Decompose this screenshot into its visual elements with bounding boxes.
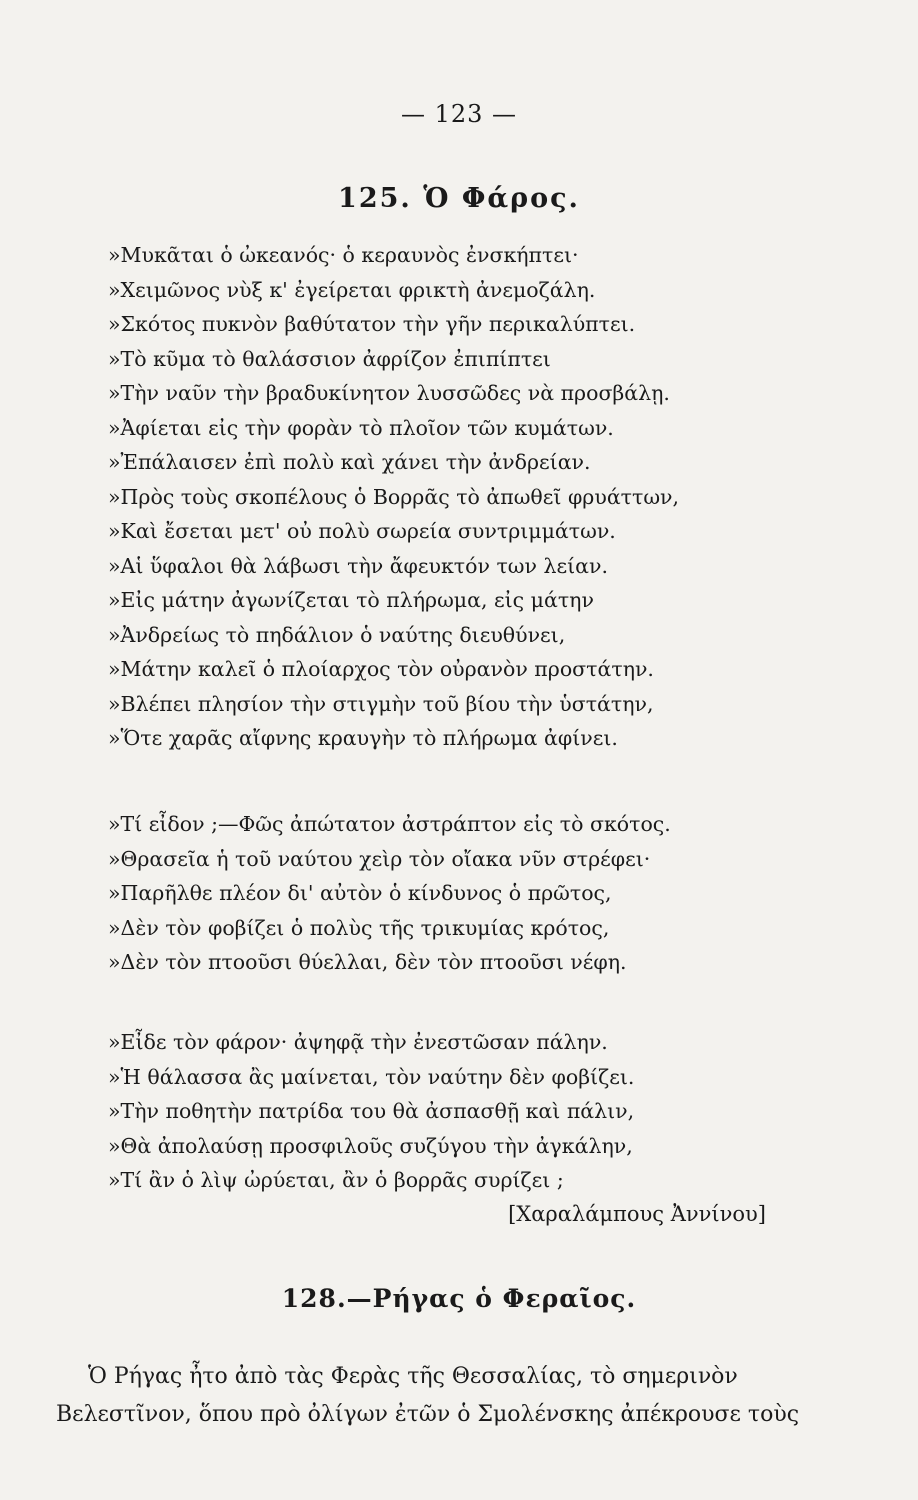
poem-line: »Μάτην καλεῖ ὁ πλοίαρχος τὸν οὐρανὸν προστάτην. bbox=[108, 657, 654, 681]
poem-stanza-3 bbox=[108, 1025, 828, 1198]
poem-line: »Εἶδε τὸν φάρον· ἀψηφᾷ τὴν ἐνεστῶσαν πάλην. bbox=[108, 1030, 608, 1054]
poem-line: »Παρῆλθε πλέον δι' αὐτὸν ὁ κίνδυνος ὁ πρῶτος, bbox=[108, 881, 612, 905]
poem-line: »Ἀνδρείως τὸ πηδάλιον ὁ ναύτης διευθύνει, bbox=[108, 622, 566, 647]
poem-line: »Σκότος πυκνὸν βαθύτατον τὴν γῆν περικαλύπτει. bbox=[108, 312, 636, 336]
poem-line: »Τί ἂν ὁ λὶψ ὠρύεται, ἂν ὁ βορρᾶς συρίζει ; bbox=[108, 1168, 564, 1192]
poem-line: »Τί εἶδον ;—Φῶς ἀπώτατον ἀστράπτον εἰς τὸ σκότος. bbox=[108, 812, 671, 836]
poem-line: »Καὶ ἔσεται μετ' οὐ πολὺ σωρεία συντριμμάτων. bbox=[108, 519, 616, 543]
prose-line: Βελεστῖνον, ὅπου πρὸ ὀλίγων ἐτῶν ὁ Σμολένσκης ἀπέκρουσε τοὺς bbox=[56, 1402, 800, 1427]
prose-line: Ὁ Ρήγας ἦτο ἀπὸ τὰς Φερὰς τῆς Θεσσαλίας, τὸ σημερινὸν bbox=[88, 1364, 738, 1389]
section-title: 128.—Ρήγας ὁ Φεραῖος. bbox=[281, 1284, 637, 1313]
poem-line: »Θρασεῖα ἡ τοῦ ναύτου χεὶρ τὸν οἴακα νῦν στρέφει· bbox=[108, 846, 651, 871]
poem-line: »Εἰς μάτην ἀγωνίζεται τὸ πλήρωμα, εἰς μάτην bbox=[108, 588, 594, 612]
poem-line: »Τὸ κῦμα τὸ θαλάσσιον ἀφρίζον ἐπιπίπτει bbox=[108, 346, 551, 371]
poem-line: »Αἱ ὕφαλοι θὰ λάβωσι τὴν ἄφευκτόν των λείαν. bbox=[108, 553, 608, 578]
poem-line: »Ὅτε χαρᾶς αἴφνης κραυγὴν τὸ πλήρωμα ἀφίνει. bbox=[108, 726, 618, 750]
poem-line: »Ἡ θάλασσα ἂς μαίνεται, τὸν ναύτην δὲν φοβίζει. bbox=[108, 1064, 635, 1089]
poem-title: 125. Ὁ Φάρος. bbox=[338, 183, 580, 214]
poem-line: »Τὴν ποθητὴν πατρίδα του θὰ ἀσπασθῇ καὶ πάλιν, bbox=[108, 1099, 635, 1123]
prose-paragraph bbox=[56, 1358, 826, 1434]
poem-stanza-2 bbox=[108, 807, 828, 980]
poem-line: »Δὲν τὸν φοβίζει ὁ πολὺς τῆς τρικυμίας κρότος, bbox=[108, 915, 610, 940]
poem-line: »Πρὸς τοὺς σκοπέλους ὁ Βορρᾶς τὸ ἀπωθεῖ φρυάττων, bbox=[108, 484, 680, 509]
page-number: — 123 — bbox=[400, 100, 518, 128]
poem-line: »Δὲν τὸν πτοοῦσι θύελλαι, δὲν τὸν πτοοῦσι νέφη. bbox=[108, 950, 627, 974]
poem-line: »Ἐπάλαισεν ἐπὶ πολὺ καὶ χάνει τὴν ἀνδρείαν. bbox=[108, 450, 591, 474]
poem-line: »Θὰ ἀπολαύσῃ προσφιλοῦς συζύγου τὴν ἀγκάλην, bbox=[108, 1133, 633, 1158]
poem-line: »Μυκᾶται ὁ ὠκεανός· ὁ κεραυνὸς ἐνσκήπτει· bbox=[108, 243, 579, 267]
poem-line: »Βλέπει πλησίον τὴν στιγμὴν τοῦ βίου τὴν ὑστάτην, bbox=[108, 691, 654, 716]
poem-line: »Ἀφίεται εἰς τὴν φορὰν τὸ πλοῖον τῶν κυμάτων. bbox=[108, 415, 614, 440]
poem-line: »Τὴν ναῦν τὴν βραδυκίνητον λυσσῶδες νὰ προσβάλῃ. bbox=[108, 381, 670, 405]
poem-line: »Χειμῶνος νὺξ κ' ἐγείρεται φρικτὴ ἀνεμοζάλη. bbox=[108, 277, 596, 302]
poem-attribution: [Χαραλάμπους Ἀννίνου] bbox=[508, 1202, 766, 1226]
poem-stanza-1 bbox=[108, 238, 828, 756]
